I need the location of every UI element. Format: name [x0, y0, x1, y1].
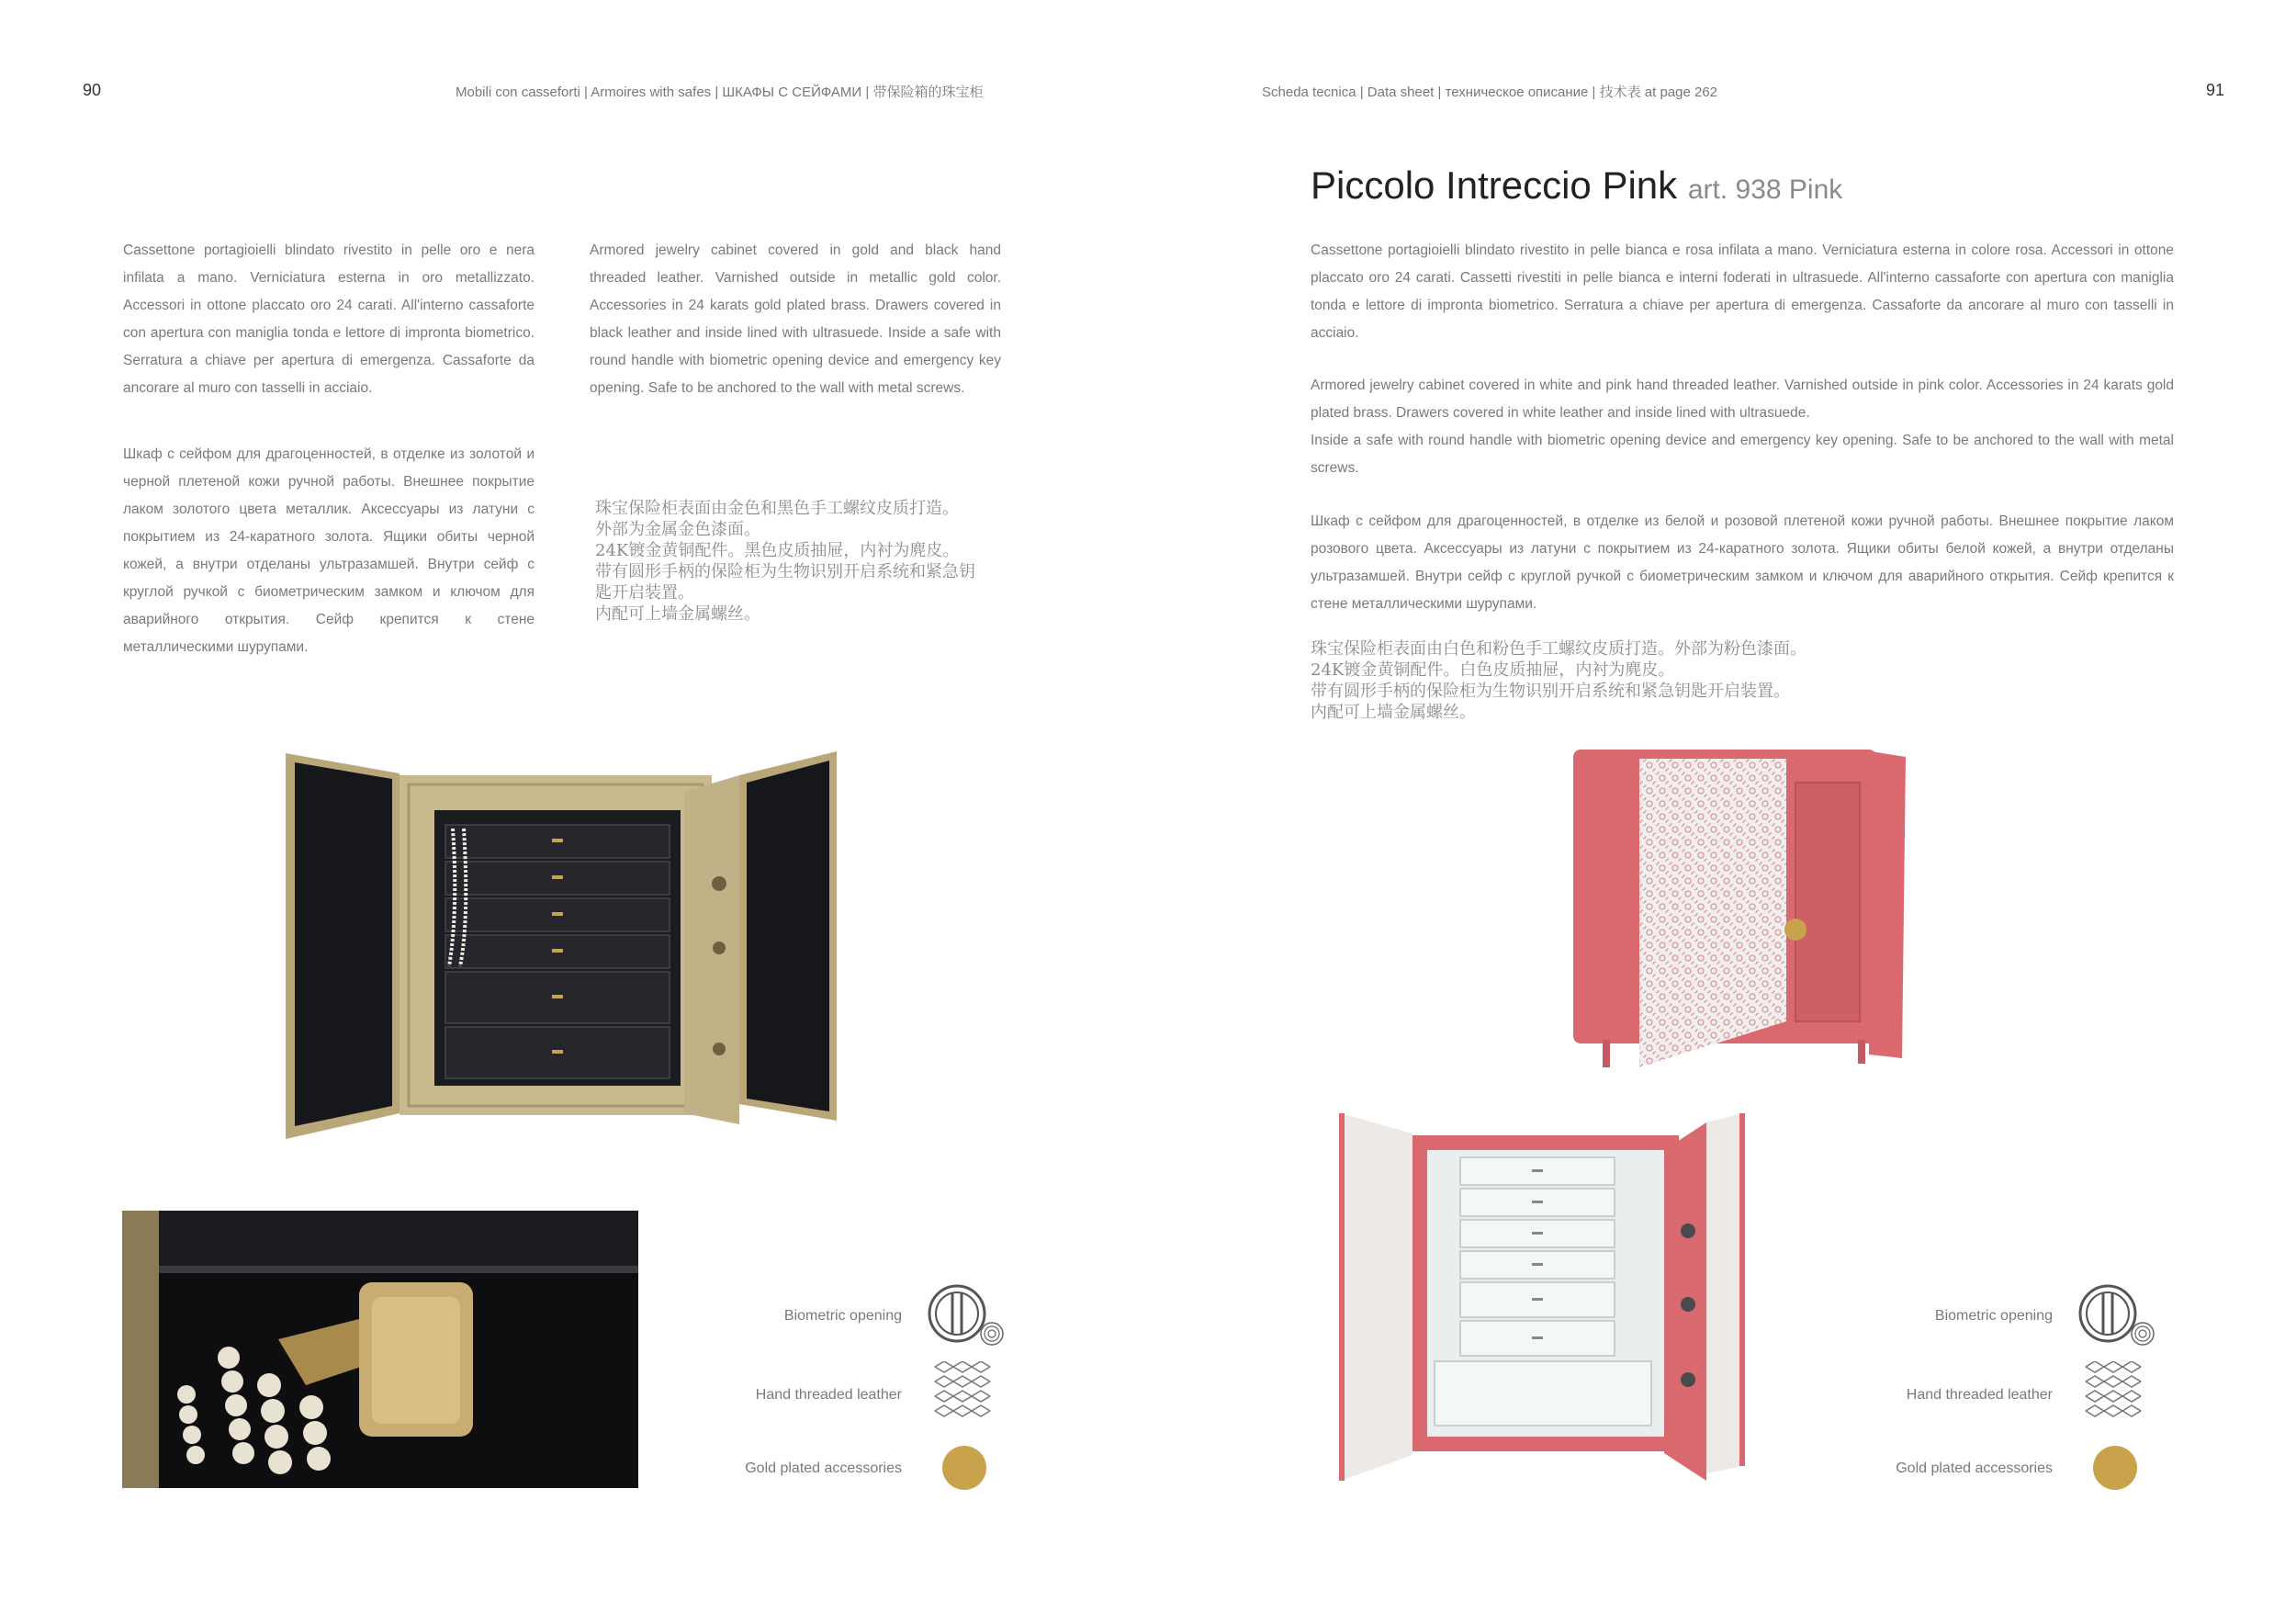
left-text-russian: Шкаф с сейфом для драгоценностей, в отделке из золотой и черной плетеной кожи ручной работы. Внешнее покрытие лаком золотого цвета металлик. Аксессуары из латуни с покрытием из 24-каратного золота. Ящики обиты черной кожей, а внутри отделаны ультразамшей. Внутри сейф с круглой ручкой с биометрическим замком и ключом для аварийного открытия. Сейф крепится к стене металлическими шурупами. [123, 446, 535, 655]
left-feature-label-leather: Hand threaded leather [755, 1387, 902, 1403]
right-feature-label-biometric: Biometric opening [1934, 1308, 2053, 1324]
left-text-english: Armored jewelry cabinet covered in gold and black hand threaded leather. Varnished outside in metallic gold color. Accessories in 24 karats gold plated brass. Drawers covered in black leather and inside lined with ultrasuede. Inside a safe with round handle with biometric opening device and emergency key opening. Safe to be anchored to the wall with metal screws. [590, 242, 1001, 396]
left-feature-label-gold: Gold plated accessories [745, 1460, 902, 1476]
right-text-chinese: 珠宝保险柜表面由白色和粉色手工螺纹皮质打造。外部为粉色漆面。 24K镀金黄铜配件。白色皮质抽屉，内衬为麂皮。 带有圆形手柄的保险柜为生物识别开启系统和紧急钥匙开启装置。 内配可上墙金属螺丝。 [1311, 639, 1806, 722]
biometric-opening-icon [2078, 1284, 2157, 1350]
right-text-english-1: Armored jewelry cabinet covered in white and pink hand threaded leather. Varnished outside in pink color. Accessories in 24 karats gold plated brass. Drawers covered in white leather and inside lined with ultrasuede. [1311, 378, 2174, 421]
pink-cabinet-image-closed [1566, 746, 1915, 1077]
handle-detail-photo [122, 1211, 638, 1488]
left-text-chinese: 珠宝保险柜表面由金色和黑色手工螺纹皮质打造。 外部为金属金色漆面。 24K镀金黄铜配件。黑色皮质抽屉，内衬为麂皮。 带有圆形手柄的保险柜为生物识别开启系统和紧急钥 匙开启装置。 内配可上墙金属螺丝。 [595, 499, 975, 624]
product-name: Piccolo Intreccio Pink [1311, 164, 1678, 207]
right-text-italian: Cassettone portagioielli blindato rivestito in pelle bianca e rosa infilata a mano. Verniciatura esterna in colore rosa. Accessori in ottone placcato oro 24 carati. Cassetti rivestiti in pelle bianca e interni foderati in ultrasuede. All'interno cassaforte con apertura con maniglia tonda e lettore di impronta biometrico. Serratura a chiave per apertura di emergenza. Cassaforte da ancorare al muro con tasselli in acciaio. [1311, 242, 2174, 341]
right-text-english-2: Inside a safe with round handle with biometric opening device and emergency key opening. Safe to be anchored to the wall with metal screws. [1311, 433, 2174, 476]
hand-threaded-leather-icon [933, 1361, 994, 1420]
left-page-number: 90 [83, 81, 102, 99]
right-page-header: Scheda tecnica | Data sheet | техническое описание | 技术表 at page 262 [1262, 85, 1718, 100]
hand-threaded-leather-icon [2084, 1361, 2144, 1420]
article-code: art. 938 Pink [1687, 175, 1843, 205]
left-page-header: Mobili con casseforti | Armoires with safes | ШКАФЫ С СЕЙФАМИ | 带保险箱的珠宝柜 [456, 85, 984, 100]
left-feature-label-biometric: Biometric opening [783, 1308, 902, 1324]
gold-plated-accessories-icon [942, 1446, 986, 1490]
left-text-italian: Cassettone portagioielli blindato rivestito in pelle oro e nera infilata a mano. Verniciatura esterna in oro metallizzato. Accessori in ottone placcato oro 24 carati. All'interno cassaforte con apertura con maniglia tonda e lettore di impronta biometrico. Serratura a chiave per apertura di emergenza. Cassaforte da ancorare al muro con tasselli in acciaio. [123, 242, 535, 396]
gold-plated-accessories-icon [2093, 1446, 2137, 1490]
right-page-number: 91 [2206, 81, 2225, 99]
pink-cabinet-image-open [1339, 1113, 1749, 1490]
product-title [1311, 164, 1842, 208]
right-text-russian: Шкаф с сейфом для драгоценностей, в отделке из белой и розовой плетеной кожи ручной работы. Внешнее покрытие лаком розового цвета. Аксессуары из латуни с покрытием из 24-каратного золота. Ящики обиты белой кожей, а внутри отделаны ультразамшей. Внутри сейф с круглой ручкой с биометрическим замком и ключом для аварийного открытия. Сейф крепится к стене металлическими шурупами. [1311, 513, 2174, 612]
right-feature-label-gold: Gold plated accessories [1896, 1460, 2053, 1476]
gold-cabinet-image [280, 746, 840, 1139]
biometric-opening-icon [928, 1284, 1007, 1350]
right-feature-label-leather: Hand threaded leather [1906, 1387, 2053, 1403]
